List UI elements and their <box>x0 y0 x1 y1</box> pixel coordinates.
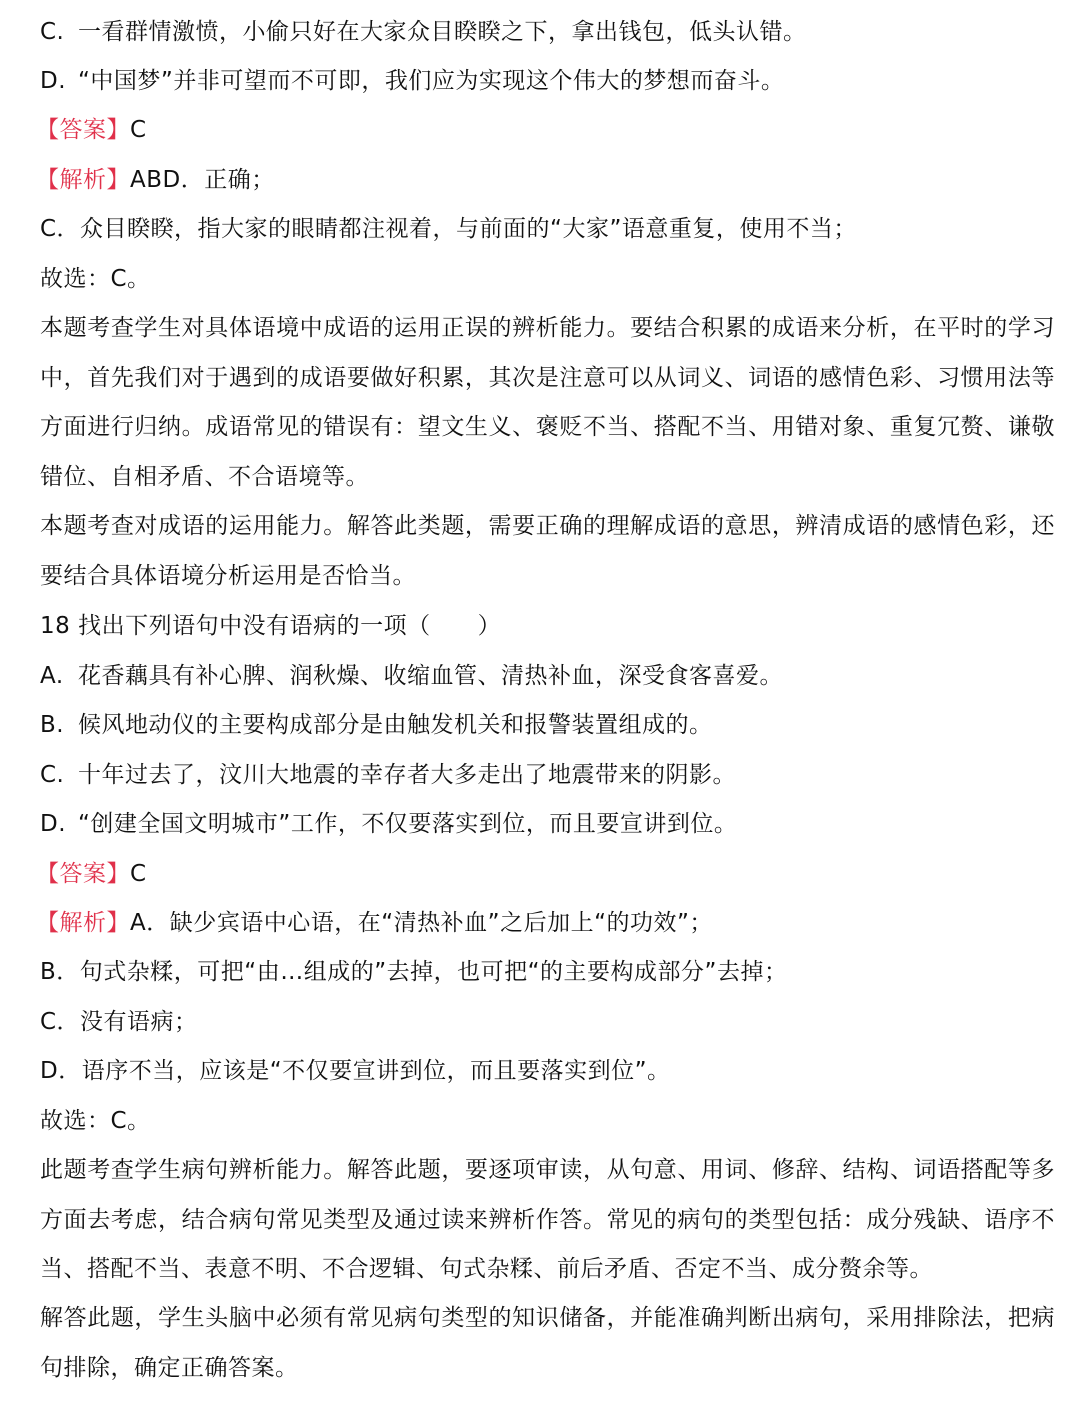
q18-analysis-conclusion: 故选：C。 <box>40 1108 151 1134</box>
q18-option-d <box>40 806 737 842</box>
q18-analysis-line-1 <box>36 905 713 941</box>
q18-explanation-2: 解答此题，学生头脑中必须有常见病句类型的知识储备，并能准确判断出病句，采用排除法，把病句排除，确定正确答案。 <box>40 1305 1055 1381</box>
analysis-text: ABD．正确； <box>130 167 275 193</box>
q18-analysis-line-d: D．语序不当，应该是“不仅要宣讲到位，而且要落实到位”。 <box>40 1058 671 1084</box>
q17-explanation-2: 本题考查对成语的运用能力。解答此类题，需要正确的理解成语的意思，辨清成语的感情色彩，还要结合具体语境分析运用是否恰当。 <box>40 513 1055 589</box>
option-letter: A. <box>40 663 64 689</box>
q18-analysis-line-b: B．句式杂糅，可把“由…组成的”去掉，也可把“的主要构成部分”去掉； <box>40 959 788 985</box>
option-text: 花香藕具有补心脾、润秋燥、收缩血管、清热补血，深受食客喜爱。 <box>78 663 783 689</box>
option-text: 候风地动仪的主要构成部分是由触发机关和报警装置组成的。 <box>78 712 713 738</box>
q18-option-b <box>40 707 713 743</box>
analysis-tag: 【解析】 <box>36 910 130 936</box>
q18-stem: 18 找出下列语句中没有语病的一项（ ） <box>40 613 502 639</box>
answer-value: C <box>130 861 147 887</box>
analysis-text: A．缺少宾语中心语，在“清热补血”之后加上“的功效”； <box>130 910 713 936</box>
option-text: 十年过去了，汶川大地震的幸存者大多走出了地震带来的阴影。 <box>78 762 736 788</box>
answer-tag: 【答案】 <box>36 861 130 887</box>
answer-tag: 【答案】 <box>36 117 130 143</box>
q18-option-a <box>40 658 783 694</box>
q17-option-d <box>40 63 784 99</box>
analysis-tag: 【解析】 <box>36 167 130 193</box>
q17-option-c <box>40 14 807 50</box>
q17-analysis-line-1 <box>36 162 275 198</box>
option-text: “创建全国文明城市”工作，不仅要落实到位，而且要宣讲到位。 <box>78 811 738 837</box>
q18-analysis-line-c: C．没有语病； <box>40 1009 198 1035</box>
option-text: “中国梦”并非可望而不可即，我们应为实现这个伟大的梦想而奋斗。 <box>78 68 785 94</box>
q17-analysis-conclusion: 故选：C。 <box>40 266 151 292</box>
option-letter: D. <box>40 68 67 94</box>
option-text: 一看群情激愤，小偷只好在大家众目睽睽之下，拿出钱包，低头认错。 <box>78 19 807 45</box>
option-letter: C. <box>40 19 65 45</box>
option-letter: D. <box>40 811 67 837</box>
option-letter: C. <box>40 762 65 788</box>
q17-explanation-1: 本题考查学生对具体语境中成语的运用正误的辨析能力。要结合积累的成语来分析，在平时的学习中，首先我们对于遇到的成语要做好积累，其次是注意可以从词义、词语的感情色彩、习惯用法等方面进行归纳。成语常见的错误有：望文生义、褒贬不当、搭配不当、用错对象、重复冗赘、谦敬错位、自相矛盾、不合语境等。 <box>40 315 1055 490</box>
answer-value: C <box>130 117 147 143</box>
q18-answer <box>36 856 147 892</box>
q18-option-c <box>40 757 736 793</box>
q18-explanation-1: 此题考查学生病句辨析能力。解答此题，要逐项审读，从句意、用词、修辞、结构、词语搭配等多方面去考虑，结合病句常见类型及通过读来辨析作答。常见的病句的类型包括：成分残缺、语序不当、搭配不当、表意不明、不合逻辑、句式杂糅、前后矛盾、否定不当、成分赘余等。 <box>40 1157 1055 1283</box>
q17-analysis-line-2: C．众目睽睽，指大家的眼睛都注视着，与前面的“大家”语意重复，使用不当； <box>40 216 857 242</box>
option-letter: B. <box>40 712 65 738</box>
q17-answer <box>36 112 147 148</box>
